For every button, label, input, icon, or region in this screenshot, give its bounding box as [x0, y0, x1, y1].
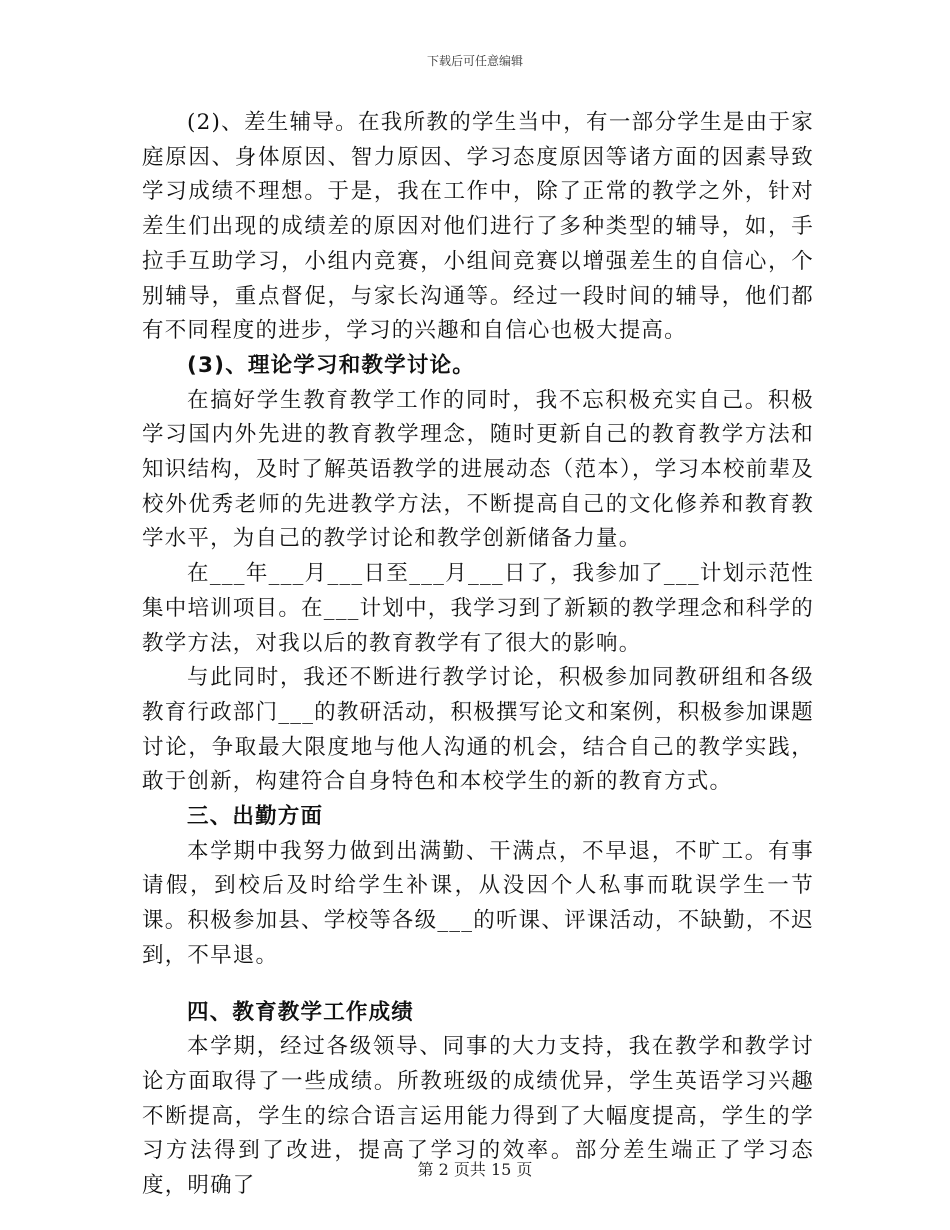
page-footer-page-number: 第 2 页共 15 页: [417, 1160, 533, 1179]
paragraph-training-program: 在___年___月___日至___月___日了，我参加了___计划示范性集中培训项目。在___计划中，我学习到了新颖的教学理念和科学的教学方法，对我以后的教育教学有了很大的影响。: [142, 561, 814, 656]
paragraph-underperformer-tutoring: (2)、差生辅导。在我所教的学生当中，有一部分学生是由于家庭原因、身体原因、智力原因、学习态度原因等诸方面的因素导致学习成绩不理想。于是，我在工作中，除了正常的教学之外，针对差生们出现的成绩差的原因对他们进行了多种类型的辅导，如，手拉手互助学习，小组内竞赛，小组间竞赛以增强差生的自信心，个别辅导，重点督促，与家长沟通等。经过一段时间的辅导，他们都有不同程度的进步，学习的兴趣和自信心也极大提高。: [142, 110, 814, 344]
heading-theory-study: (3)、理论学习和教学讨论。: [187, 352, 475, 378]
page-header-note: 下载后可任意编辑: [426, 54, 523, 68]
paragraph-attendance: 本学期中我努力做到出满勤、干满点，不早退，不旷工。有事请假，到校后及时给学生补课，从没因个人私事而耽误学生一节课。积极参加县、学校等各级___的听课、评课活动，不缺勤，不迟到，不早退。: [142, 838, 814, 968]
heading-attendance: 三、出勤方面: [187, 804, 324, 830]
document-body: [142, 106, 814, 1204]
heading-teaching-results: 四、教育教学工作成绩: [187, 999, 415, 1025]
paragraph-teaching-results: 本学期，经过各级领导、同事的大力支持，我在教学和教学讨论方面取得了一些成绩。所教班级的成绩优异，学生英语学习兴趣不断提高，学生的综合语言运用能力得到了大幅度提高，学生的学习方法得到了改进，提高了学习的效率。部分差生端正了学习态度，明确了: [142, 1034, 814, 1199]
paragraph-teaching-research: 与此同时，我还不断进行教学讨论，积极参加同教研组和各级教育行政部门___的教研活动，积极撰写论文和案例，积极参加课题讨论，争取最大限度地与他人沟通的机会，结合自己的教学实践，敢于创新，构建符合自身特色和本校学生的新的教育方式。: [142, 665, 814, 795]
paragraph-self-improvement: 在搞好学生教育教学工作的同时，我不忘积极充实自己。积极学习国内外先进的教育教学理念，随时更新自己的教育教学方法和知识结构，及时了解英语教学的进展动态（范本），学习本校前辈及校外优秀老师的先进教学方法，不断提高自己的文化修养和教育教学水平，为自己的教学讨论和教学创新储备力量。: [142, 387, 814, 552]
